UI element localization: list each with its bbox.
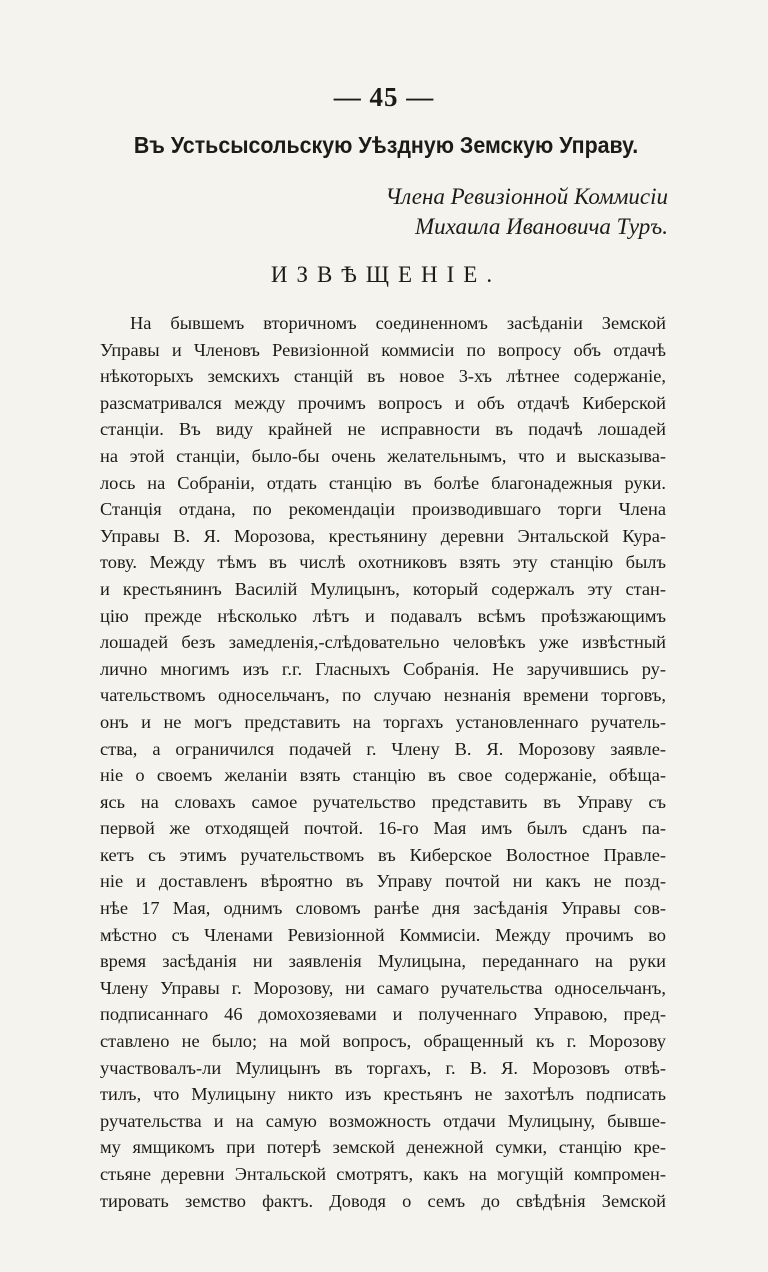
text-line: нѣкоторыхъ земскихъ станцій въ новое 3-хъ лѣтнее содержаніе, xyxy=(100,366,666,387)
text-line: Управы и Членовъ Ревизіонной коммисіи по вопросу объ отдачѣ xyxy=(100,339,666,360)
text-line: лось на Собраніи, отдать станцію въ болѣе благонадежныя руки. xyxy=(100,472,666,493)
text-line: стьяне деревни Энтальской смотрятъ, какъ на могущій компромен- xyxy=(100,1164,666,1184)
text-line: нѣе 17 Мая, однимъ словомъ ранѣе дня засѣданія Управы сов- xyxy=(100,898,666,919)
text-line: мѣстно съ Членами Ревизіонной Коммисіи. Между прочимъ во xyxy=(100,924,666,945)
text-line: цію прежде нѣсколько лѣтъ и подавалъ всѣмъ проѣзжающимъ xyxy=(100,605,666,626)
text-line: Управы В. Я. Морозова, крестьянину деревни Энтальской Кура- xyxy=(100,525,666,546)
text-line: ніе о своемъ желаніи взять станцію въ свое содержаніе, обѣща- xyxy=(100,765,666,786)
text-line: первой же отходящей почтой. 16-го Мая имъ былъ сданъ па- xyxy=(100,818,666,839)
text-line: ніе и доставленъ вѣроятно въ Управу почтой ни какъ не позд- xyxy=(100,871,666,892)
text-line: лично многимъ изъ г.г. Гласныхъ Собранія. Не заручившись ру- xyxy=(100,658,666,679)
text-line: ручательства и на самую возможность отдачи Мулицыну, бывше- xyxy=(100,1110,666,1131)
text-line: лошадей безъ замедленія,-слѣдовательно человѣкъ уже извѣстный xyxy=(100,632,666,653)
text-line: Станція отдана, по рекомендаціи производившаго торги Члена xyxy=(100,499,666,520)
text-line: время засѣданія ни заявленія Мулицына, переданнаго на руки xyxy=(100,951,666,972)
author-position: Члена Ревизіонной Коммисіи xyxy=(385,184,668,209)
text-line: кетъ съ этимъ ручательствомъ въ Киберское Волостное Правле- xyxy=(100,844,666,865)
text-line: онъ и не могъ представить на торгахъ установленнаго ручатель- xyxy=(100,711,666,732)
text-line: и крестьянинъ Василій Мулицынъ, который содержалъ эту стан- xyxy=(100,578,666,599)
text-line: тову. Между тѣмъ въ числѣ охотниковъ взять эту станцію былъ xyxy=(100,552,666,573)
document-title: ИЗВѢЩЕНІЕ. xyxy=(270,262,502,287)
text-line: На бывшемъ вторичномъ соединенномъ засѣданіи Земской xyxy=(130,313,666,333)
text-line: станціи. Въ виду крайней не исправности въ подачѣ лошадей xyxy=(100,419,666,440)
text-line: чательствомъ односельчанъ, по случаю незнанія времени торговъ, xyxy=(100,685,666,706)
text-line: ства, а ограничился подачей г. Члену В. Я. Морозову заявле- xyxy=(100,738,666,759)
text-line: на этой станціи, было-бы очень желательнымъ, что и высказыва- xyxy=(100,445,666,466)
text-line: Члену Управы г. Морозову, ни самаго ручательства односельчанъ, xyxy=(100,977,666,998)
text-line: ясь на словахъ самое ручательство представить въ Управу съ xyxy=(100,791,666,812)
page-heading: Въ Устьсысольскую Уѣздную Земскую Управу. xyxy=(133,132,639,158)
text-line: ставлено не было; на мой вопросъ, обращенный къ г. Морозову xyxy=(100,1031,666,1052)
body-text xyxy=(100,310,666,1214)
text-line: разсматривался между прочимъ вопросъ и объ отдачѣ Киберской xyxy=(100,392,666,413)
page-number: — 45 — xyxy=(333,82,435,112)
text-line: тировать земство фактъ. Доводя о семъ до свѣдѣнія Земской xyxy=(100,1190,666,1211)
text-line: участвовалъ-ли Мулицынъ въ торгахъ, г. В. Я. Морозовъ отвѣ- xyxy=(100,1057,666,1078)
text-line: му ямщикомъ при потерѣ земской денежной сумки, станцію кре- xyxy=(100,1137,666,1158)
author-name: Михаила Ивановича Туръ. xyxy=(414,214,668,239)
text-line: тилъ, что Мулицыну никто изъ крестьянъ не захотѣлъ подписать xyxy=(100,1084,666,1105)
text-line: подписаннаго 46 домохозяевами и полученнаго Управою, пред- xyxy=(100,1004,666,1025)
